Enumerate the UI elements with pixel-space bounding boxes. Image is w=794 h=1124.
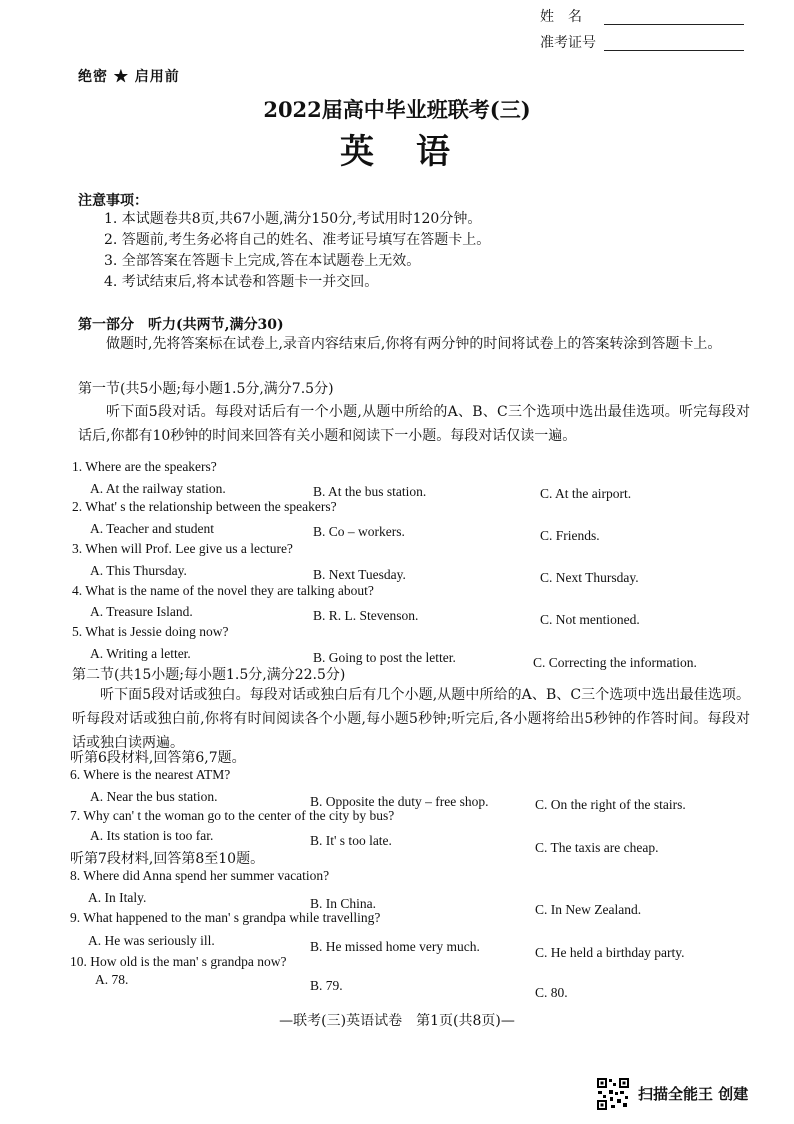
question-stem: 10. How old is the man' s grandpa now?: [70, 954, 287, 969]
exam-id-label: 准考证号: [540, 35, 596, 51]
option-a: A. Teacher and student: [90, 521, 215, 536]
question-stem: 7. Why can' t the woman go to the center of the city by bus?: [70, 808, 395, 823]
option-a: A. Writing a letter.: [90, 646, 191, 661]
section1-intro: 听下面5段对话。每段对话后有一个小题,从题中所给的A、B、C三个选项中选出最佳选项。听完每段对话后,你都有10秒钟的时间来回答有关小题和阅读下一小题。每段对话仅读一遍。: [78, 404, 750, 444]
option-a: A. This Thursday.: [90, 563, 187, 578]
part1-intro: 做题时,先将答案标在试卷上,录音内容结束后,你将有两分钟的时间将试卷上的答案转涂到答题卡上。: [106, 336, 722, 352]
material-7-instruction: 听第7段材料,回答第8至10题。: [70, 851, 265, 867]
option-b: B. At the bus station.: [313, 484, 427, 499]
option-a: A. In Italy.: [88, 890, 147, 905]
question-stem: 8. Where did Anna spend her summer vacation?: [70, 868, 330, 883]
option-c: C. At the airport.: [540, 486, 632, 501]
scanner-watermark: 扫描全能王 创建: [638, 1085, 749, 1103]
option-c: C. On the right of the stairs.: [535, 797, 686, 812]
exam-title: 2022届高中毕业班联考(三): [263, 97, 531, 122]
option-b: B. He missed home very much.: [310, 939, 480, 954]
option-a: A. He was seriously ill.: [88, 933, 215, 948]
question-stem: 5. What is Jessie doing now?: [72, 624, 229, 639]
option-b: B. It' s too late.: [310, 833, 392, 848]
note-item: 2. 答题前,考生务必将自己的姓名、准考证号填写在答题卡上。: [104, 232, 491, 248]
note-item: 4. 考试结束后,将本试卷和答题卡一并交回。: [104, 274, 379, 290]
subject-title: 英 语: [340, 132, 454, 172]
note-item: 1. 本试题卷共8页,共67小题,满分150分,考试用时120分钟。: [104, 211, 482, 227]
confidential-mark: 绝密 ★ 启用前: [78, 69, 180, 85]
part1-title: 第一部分 听力(共两节,满分30): [78, 317, 284, 333]
section2-title: 第二节(共15小题;每小题1.5分,满分22.5分): [72, 667, 346, 683]
option-c: C. Not mentioned.: [540, 612, 640, 627]
option-c: C. Next Thursday.: [540, 570, 639, 585]
option-c: C. He held a birthday party.: [535, 945, 685, 960]
exam-id-blank-line: [604, 50, 744, 51]
option-c: C. 80.: [535, 985, 568, 1000]
option-b: B. 79.: [310, 978, 343, 993]
question-stem: 4. What is the name of the novel they are talking about?: [72, 583, 374, 598]
option-a: A. 78.: [95, 972, 129, 987]
option-b: B. R. L. Stevenson.: [313, 608, 419, 623]
question-stem: 1. Where are the speakers?: [72, 459, 217, 474]
option-a: A. Its station is too far.: [90, 828, 214, 843]
option-a: A. Treasure Island.: [90, 604, 193, 619]
question-stem: 2. What' s the relationship between the speakers?: [72, 499, 337, 514]
question-stem: 9. What happened to the man' s grandpa while travelling?: [70, 910, 381, 925]
question-stem: 3. When will Prof. Lee give us a lecture?: [72, 541, 293, 556]
section1-title: 第一节(共5小题;每小题1.5分,满分7.5分): [78, 381, 334, 397]
option-c: C. Friends.: [540, 528, 600, 543]
name-label: 姓 名: [540, 9, 582, 25]
option-c: C. In New Zealand.: [535, 902, 642, 917]
note-item: 3. 全部答案在答题卡上完成,答在本试题卷上无效。: [104, 253, 421, 269]
option-a: A. Near the bus station.: [90, 789, 218, 804]
question-stem: 6. Where is the nearest ATM?: [70, 767, 231, 782]
option-b: B. Co – workers.: [313, 524, 405, 539]
qr-code-icon: [596, 1077, 630, 1111]
option-b: B. Opposite the duty – free shop.: [310, 794, 489, 809]
option-b: B. Going to post the letter.: [313, 650, 456, 665]
option-c: C. Correcting the information.: [533, 655, 697, 670]
material-6-instruction: 听第6段材料,回答第6,7题。: [70, 750, 246, 766]
section2-intro: 听下面5段对话或独白。每段对话或独白后有几个小题,从题中所给的A、B、C三个选项中选出最佳选项。听每段对话或独白前,你将有时间阅读各个小题,每小题5秒钟;听完后,各小题将给出5秒钟的作答时间。每段对话或独白读两遍。: [72, 687, 750, 751]
option-b: B. In China.: [310, 896, 376, 911]
notes-title: 注意事项：: [78, 193, 148, 209]
page-footer: —联考(三)英语试卷 第1页(共8页)—: [279, 1013, 515, 1029]
option-b: B. Next Tuesday.: [313, 567, 406, 582]
name-blank-line: [604, 24, 744, 25]
option-c: C. The taxis are cheap.: [535, 840, 659, 855]
option-a: A. At the railway station.: [90, 481, 226, 496]
